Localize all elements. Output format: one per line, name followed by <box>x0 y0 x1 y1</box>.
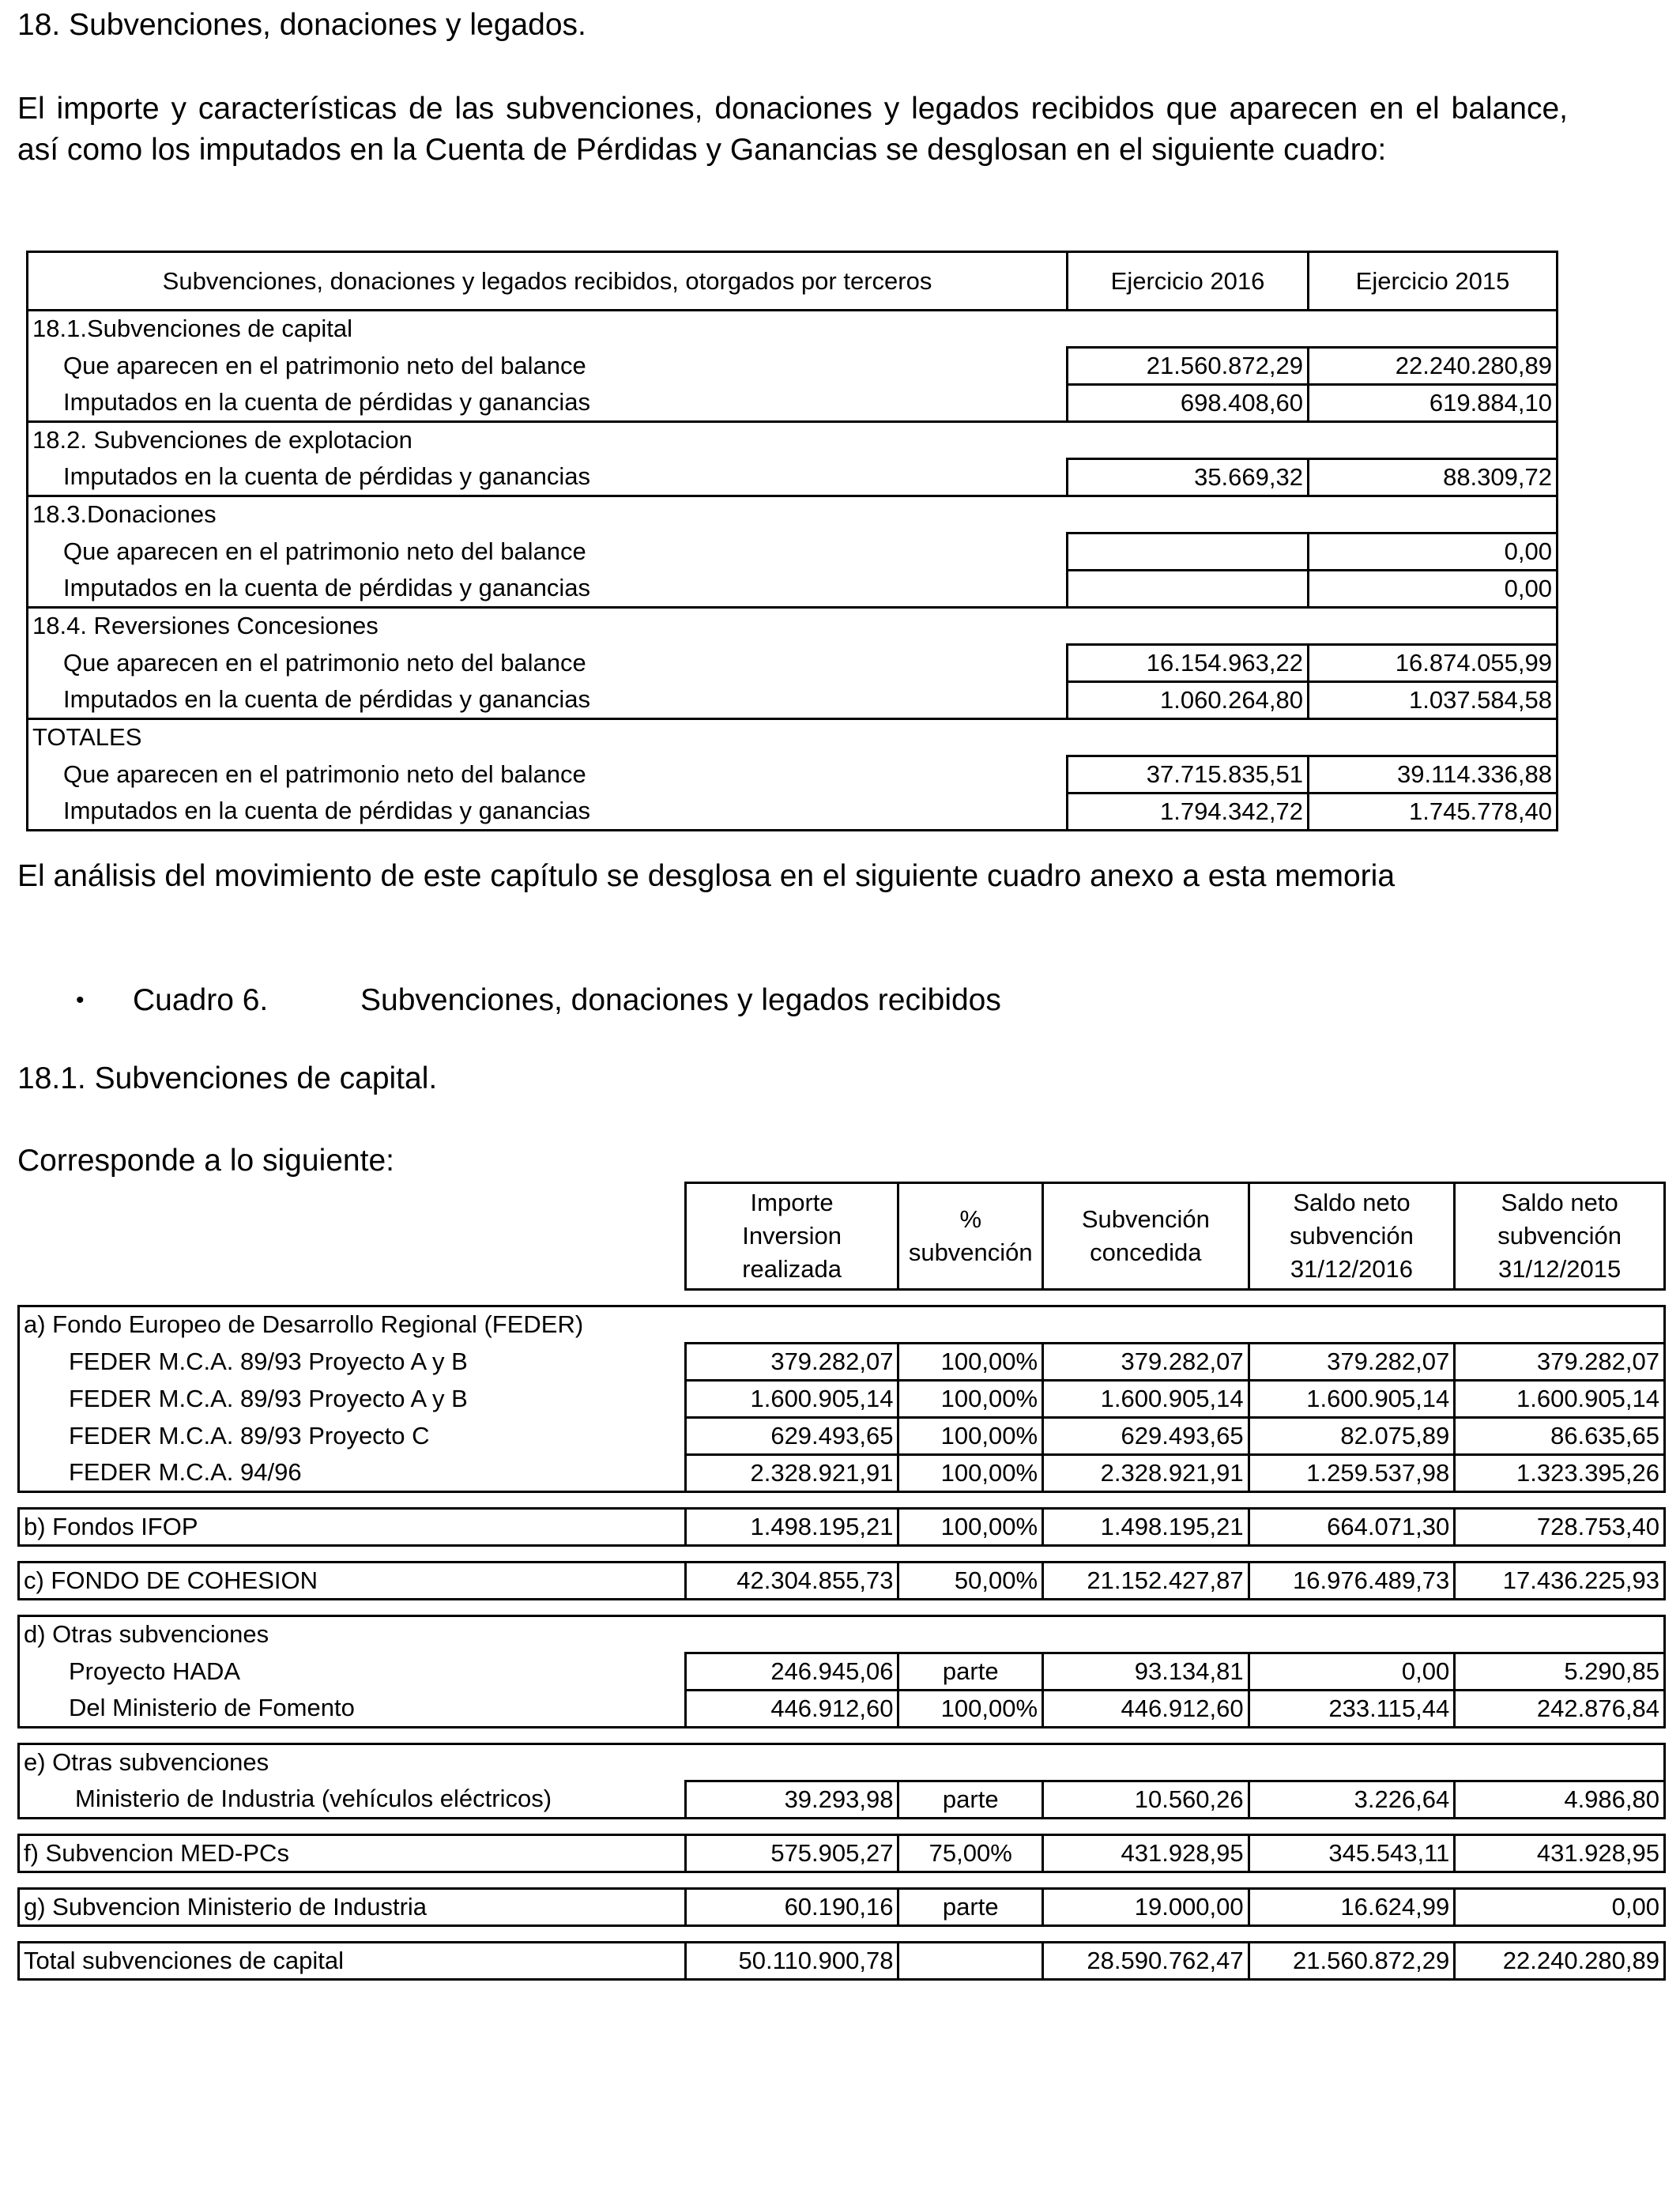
spacer-row <box>19 1290 1665 1306</box>
pct-value <box>898 1943 1043 1980</box>
capital-row <box>19 1509 1665 1546</box>
saldo-2016-value: 664.071,30 <box>1249 1509 1455 1546</box>
pct-value: 75,00% <box>898 1835 1043 1872</box>
summary-table-header <box>28 252 1558 311</box>
group-title: d) Otras subvenciones <box>19 1616 1665 1653</box>
importe-value: 42.304.855,73 <box>685 1563 898 1600</box>
importe-value: 50.110.900,78 <box>685 1943 898 1980</box>
section-row <box>28 608 1558 645</box>
row-label: Imputados en la cuenta de pérdidas y ganancias <box>28 385 1068 422</box>
row-label: FEDER M.C.A. 89/93 Proyecto A y B <box>19 1381 686 1418</box>
row-label: Total subvenciones de capital <box>19 1943 686 1980</box>
importe-value: 39.293,98 <box>685 1781 898 1819</box>
saldo-2016-value: 82.075,89 <box>1249 1418 1455 1455</box>
row-label: Imputados en la cuenta de pérdidas y ganancias <box>28 571 1068 608</box>
summary-row <box>28 348 1558 385</box>
importe-value: 446.912,60 <box>685 1691 898 1728</box>
header-concedida: Subvención concedida <box>1043 1183 1249 1290</box>
bullet-ref: Cuadro 6. <box>133 983 269 1017</box>
summary-row <box>28 756 1558 794</box>
spacer-row <box>19 1546 1665 1563</box>
group-title-row <box>19 1306 1665 1344</box>
pct-value: 100,00% <box>898 1344 1043 1381</box>
saldo-2015-value: 1.323.395,26 <box>1455 1455 1665 1492</box>
row-label: Que aparecen en el patrimonio neto del balance <box>28 348 1068 385</box>
row-label: Que aparecen en el patrimonio neto del balance <box>28 533 1068 571</box>
section-title: 18.2. Subvenciones de explotacion <box>28 422 1558 459</box>
value-2016: 698.408,60 <box>1068 385 1309 422</box>
importe-value: 1.498.195,21 <box>685 1509 898 1546</box>
section-row <box>28 311 1558 348</box>
subheading: 18.1. Subvenciones de capital. <box>17 1061 438 1095</box>
summary-row <box>28 645 1558 682</box>
importe-value: 60.190,16 <box>685 1889 898 1926</box>
section-title: 18.4. Reversiones Concesiones <box>28 608 1558 645</box>
section-row <box>28 496 1558 533</box>
row-label: FEDER M.C.A. 89/93 Proyecto C <box>19 1418 686 1455</box>
pct-value: parte <box>898 1889 1043 1926</box>
capital-row <box>19 1691 1665 1728</box>
capital-row <box>19 1835 1665 1872</box>
value-2015: 39.114.336,88 <box>1309 756 1558 794</box>
row-label: Del Ministerio de Fomento <box>19 1691 686 1728</box>
value-2016: 16.154.963,22 <box>1068 645 1309 682</box>
importe-value: 629.493,65 <box>685 1418 898 1455</box>
importe-value: 379.282,07 <box>685 1344 898 1381</box>
value-2016 <box>1068 571 1309 608</box>
group-title: e) Otras subvenciones <box>19 1744 1665 1781</box>
row-label: Proyecto HADA <box>19 1653 686 1691</box>
value-2016: 1.794.342,72 <box>1068 794 1309 831</box>
pct-value: 100,00% <box>898 1381 1043 1418</box>
saldo-2016-value: 379.282,07 <box>1249 1344 1455 1381</box>
capital-row <box>19 1455 1665 1492</box>
header-2015: Ejercicio 2015 <box>1309 252 1558 311</box>
saldo-2015-value: 431.928,95 <box>1455 1835 1665 1872</box>
group-title: a) Fondo Europeo de Desarrollo Regional (FEDER) <box>19 1306 1665 1344</box>
header-importe: Importe Inversion realizada <box>685 1183 898 1290</box>
value-2016 <box>1068 533 1309 571</box>
importe-value: 246.945,06 <box>685 1653 898 1691</box>
capital-subsidies-table <box>17 1182 1666 1981</box>
row-label: FEDER M.C.A. 94/96 <box>19 1455 686 1492</box>
summary-row <box>28 794 1558 831</box>
summary-row <box>28 459 1558 496</box>
saldo-2016-value: 1.600.905,14 <box>1249 1381 1455 1418</box>
summary-table <box>26 251 1558 831</box>
spacer-row <box>19 1728 1665 1744</box>
section-title: 18.3.Donaciones <box>28 496 1558 533</box>
concedida-value: 1.498.195,21 <box>1043 1509 1249 1546</box>
row-label: b) Fondos IFOP <box>19 1509 686 1546</box>
value-2015: 88.309,72 <box>1309 459 1558 496</box>
saldo-2015-value: 379.282,07 <box>1455 1344 1665 1381</box>
corresponde-text: Corresponde a lo siguiente: <box>17 1144 394 1178</box>
saldo-2015-value: 5.290,85 <box>1455 1653 1665 1691</box>
pct-value: 100,00% <box>898 1418 1043 1455</box>
capital-row <box>19 1943 1665 1980</box>
concedida-value: 379.282,07 <box>1043 1344 1249 1381</box>
spacer-row <box>19 1600 1665 1616</box>
value-2015: 1.037.584,58 <box>1309 682 1558 719</box>
saldo-2016-value: 16.624,99 <box>1249 1889 1455 1926</box>
saldo-2015-value: 1.600.905,14 <box>1455 1381 1665 1418</box>
saldo-2015-value: 22.240.280,89 <box>1455 1943 1665 1980</box>
value-2015: 16.874.055,99 <box>1309 645 1558 682</box>
value-2016: 37.715.835,51 <box>1068 756 1309 794</box>
saldo-2015-value: 17.436.225,93 <box>1455 1563 1665 1600</box>
analysis-paragraph: El análisis del movimiento de este capítulo se desglosa en el siguiente cuadro anexo a esta memoria <box>17 859 1396 893</box>
pct-value: 50,00% <box>898 1563 1043 1600</box>
header-2016: Ejercicio 2016 <box>1068 252 1309 311</box>
importe-value: 1.600.905,14 <box>685 1381 898 1418</box>
section-title: 18.1.Subvenciones de capital <box>28 311 1558 348</box>
concedida-value: 629.493,65 <box>1043 1418 1249 1455</box>
pct-value: 100,00% <box>898 1509 1043 1546</box>
saldo-2016-value: 16.976.489,73 <box>1249 1563 1455 1600</box>
capital-table-header <box>19 1183 1665 1290</box>
header-blank <box>19 1183 686 1290</box>
summary-row <box>28 571 1558 608</box>
saldo-2016-value: 345.543,11 <box>1249 1835 1455 1872</box>
capital-row <box>19 1563 1665 1600</box>
value-2016: 1.060.264,80 <box>1068 682 1309 719</box>
pct-value: 100,00% <box>898 1455 1043 1492</box>
capital-row <box>19 1418 1665 1455</box>
row-label: Imputados en la cuenta de pérdidas y ganancias <box>28 794 1068 831</box>
saldo-2016-value: 1.259.537,98 <box>1249 1455 1455 1492</box>
concedida-value: 2.328.921,91 <box>1043 1455 1249 1492</box>
importe-value: 575.905,27 <box>685 1835 898 1872</box>
row-label: g) Subvencion Ministerio de Industria <box>19 1889 686 1926</box>
bullet-text: Subvenciones, donaciones y legados recibidos <box>360 983 1001 1017</box>
saldo-2016-value: 3.226,64 <box>1249 1781 1455 1819</box>
concedida-value: 446.912,60 <box>1043 1691 1249 1728</box>
header-pct: % subvención <box>898 1183 1043 1290</box>
saldo-2016-value: 21.560.872,29 <box>1249 1943 1455 1980</box>
section-heading: 18. Subvenciones, donaciones y legados. <box>17 8 586 42</box>
value-2015: 22.240.280,89 <box>1309 348 1558 385</box>
section-row <box>28 719 1558 756</box>
saldo-2015-value: 86.635,65 <box>1455 1418 1665 1455</box>
capital-row <box>19 1889 1665 1926</box>
summary-row <box>28 385 1558 422</box>
value-2015: 1.745.778,40 <box>1309 794 1558 831</box>
value-2016: 35.669,32 <box>1068 459 1309 496</box>
row-label: FEDER M.C.A. 89/93 Proyecto A y B <box>19 1344 686 1381</box>
row-label: Imputados en la cuenta de pérdidas y ganancias <box>28 459 1068 496</box>
saldo-2015-value: 4.986,80 <box>1455 1781 1665 1819</box>
capital-row <box>19 1781 1665 1819</box>
pct-value: parte <box>898 1653 1043 1691</box>
saldo-2015-value: 0,00 <box>1455 1889 1665 1926</box>
concedida-value: 10.560,26 <box>1043 1781 1249 1819</box>
header-saldo-2015: Saldo neto subvención 31/12/2015 <box>1455 1183 1665 1290</box>
spacer-row <box>19 1492 1665 1509</box>
capital-row <box>19 1344 1665 1381</box>
section-row <box>28 422 1558 459</box>
capital-row <box>19 1653 1665 1691</box>
saldo-2016-value: 0,00 <box>1249 1653 1455 1691</box>
row-label: c) FONDO DE COHESION <box>19 1563 686 1600</box>
row-label: f) Subvencion MED-PCs <box>19 1835 686 1872</box>
value-2015: 619.884,10 <box>1309 385 1558 422</box>
intro-paragraph: El importe y características de las subvenciones, donaciones y legados recibidos que aparecen en el balance, así como los imputados en la Cuenta de Pérdidas y Ganancias se desglosan en el siguiente cuadro: <box>17 92 1568 167</box>
saldo-2015-value: 728.753,40 <box>1455 1509 1665 1546</box>
pct-value: 100,00% <box>898 1691 1043 1728</box>
saldo-2015-value: 242.876,84 <box>1455 1691 1665 1728</box>
saldo-2016-value: 233.115,44 <box>1249 1691 1455 1728</box>
summary-row <box>28 533 1558 571</box>
value-2015: 0,00 <box>1309 571 1558 608</box>
bullet-icon: • <box>76 987 85 1013</box>
group-title-row <box>19 1616 1665 1653</box>
concedida-value: 21.152.427,87 <box>1043 1563 1249 1600</box>
concedida-value: 28.590.762,47 <box>1043 1943 1249 1980</box>
header-saldo-2016: Saldo neto subvención 31/12/2016 <box>1249 1183 1455 1290</box>
spacer-row <box>19 1819 1665 1835</box>
section-title: TOTALES <box>28 719 1558 756</box>
concedida-value: 19.000,00 <box>1043 1889 1249 1926</box>
capital-row <box>19 1381 1665 1418</box>
concedida-value: 431.928,95 <box>1043 1835 1249 1872</box>
value-2015: 0,00 <box>1309 533 1558 571</box>
row-label: Que aparecen en el patrimonio neto del balance <box>28 756 1068 794</box>
concedida-value: 1.600.905,14 <box>1043 1381 1249 1418</box>
concedida-value: 93.134,81 <box>1043 1653 1249 1691</box>
value-2016: 21.560.872,29 <box>1068 348 1309 385</box>
summary-row <box>28 682 1558 719</box>
row-label: Ministerio de Industria (vehículos eléctricos) <box>19 1781 686 1819</box>
spacer-row <box>19 1926 1665 1943</box>
spacer-row <box>19 1872 1665 1889</box>
row-label: Que aparecen en el patrimonio neto del balance <box>28 645 1068 682</box>
pct-value: parte <box>898 1781 1043 1819</box>
importe-value: 2.328.921,91 <box>685 1455 898 1492</box>
row-label: Imputados en la cuenta de pérdidas y ganancias <box>28 682 1068 719</box>
group-title-row <box>19 1744 1665 1781</box>
header-concept: Subvenciones, donaciones y legados recibidos, otorgados por terceros <box>28 252 1068 311</box>
